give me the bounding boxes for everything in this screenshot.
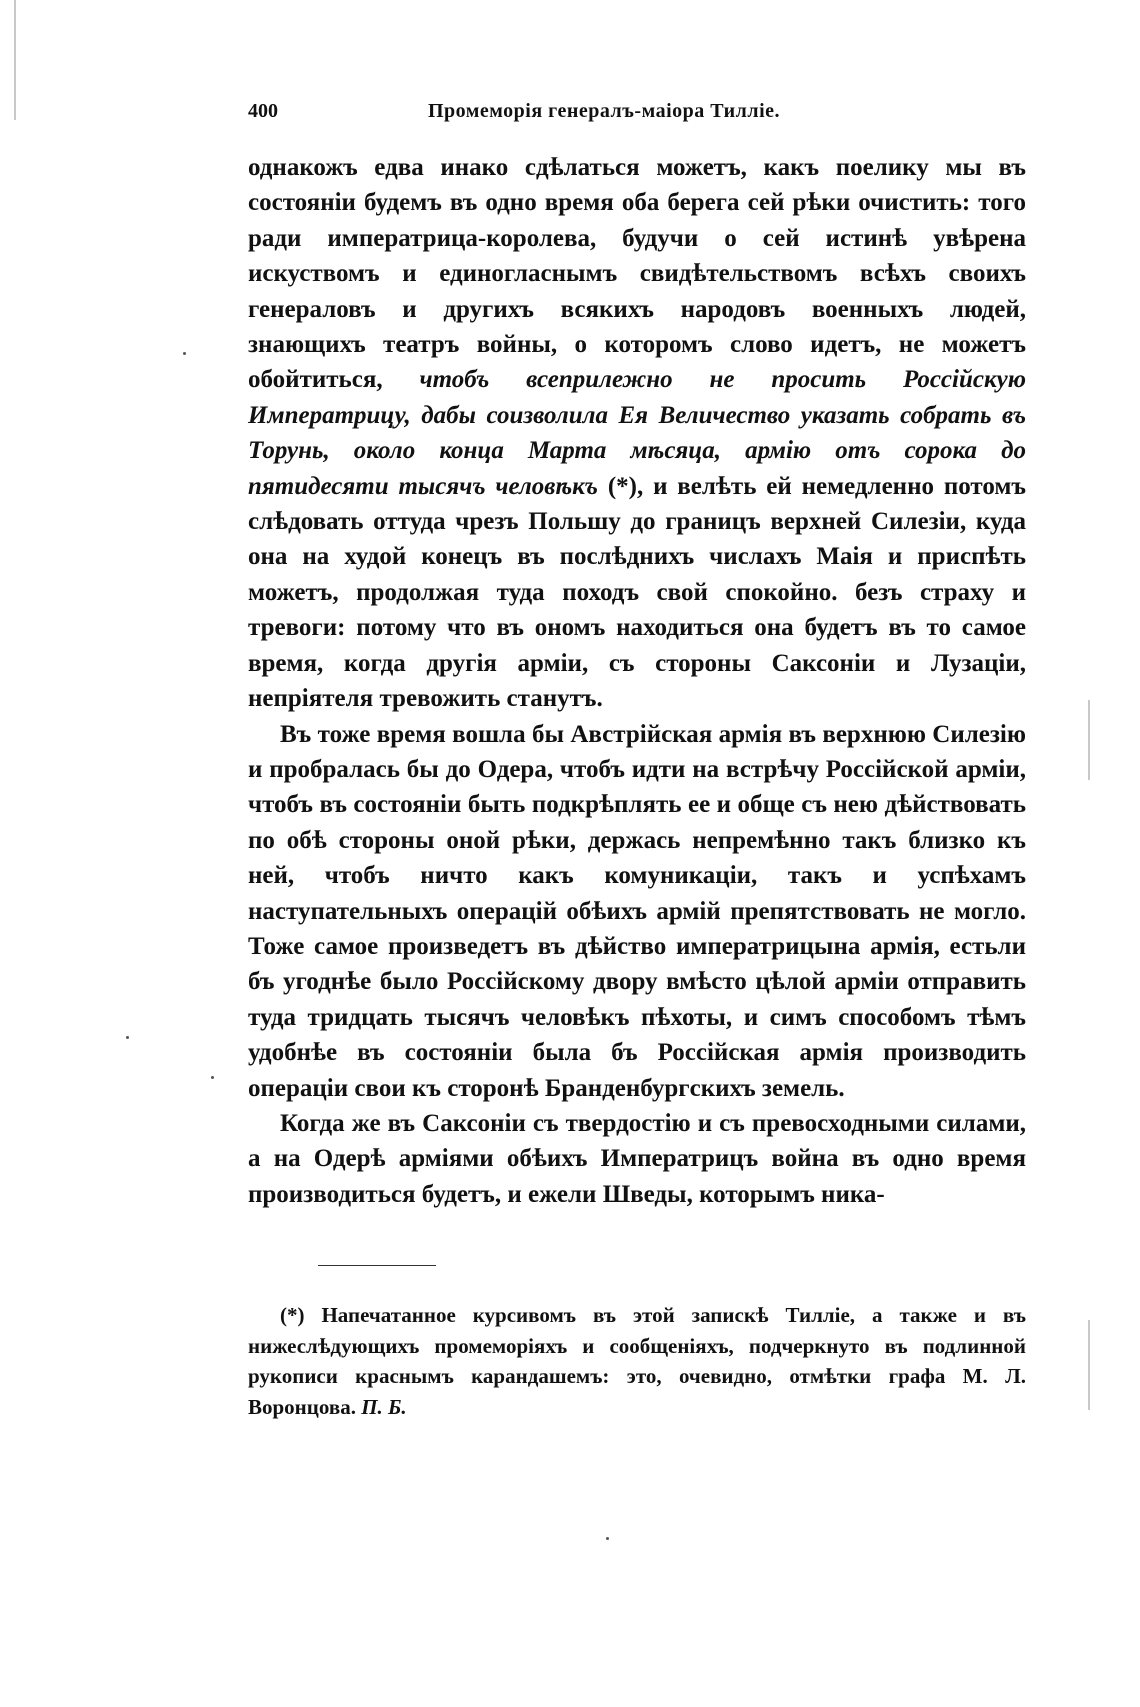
footnote-signature: П. Б. <box>361 1394 407 1419</box>
footnote-separator <box>318 1265 436 1266</box>
running-header <box>248 100 1018 130</box>
paragraph-1 <box>248 150 1026 717</box>
paragraph-1-text-a: однакожъ едва инако сдѣлаться можетъ, какъ поелику мы въ состояніи будемъ въ одно время оба берега сей рѣки очистить: того ради императрица-королева, будучи о сей истинѣ увѣрена искуствомъ и единогласнымъ свидѣтельствомъ всѣхъ своихъ генераловъ и другихъ всякихъ народовъ военныхъ людей, знающихъ театръ войны, о которомъ слово идетъ, не можетъ обойтиться, <box>248 154 1026 394</box>
scan-speck <box>126 1036 129 1039</box>
paragraph-3: Когда же въ Саксоніи съ твердостію и съ превосходными силами, а на Одерѣ арміями обѣихъ Императрицъ война въ одно время производиться будетъ, и ежели Шведы, которымъ ника- <box>248 1109 1026 1208</box>
running-title: Промеморія генералъ-маіора Тилліе. <box>428 100 780 122</box>
scan-speck <box>211 1076 214 1079</box>
scan-speck <box>183 352 186 355</box>
paragraph-1-text-b: (*), и велѣть ей немедленно потомъ слѣдовать оттуда чрезъ Польшу до границъ верхней Силезіи, куда она на худой конецъ въ послѣднихъ числахъ Маія и приспѣть можетъ, продолжая туда походъ свой спокойно. безъ страху и тревоги: потому что въ ономъ находиться она будетъ въ то самое время, когда другія арміи, съ стороны Саксоніи и Лузаціи, непріятеля тревожить станутъ. <box>248 472 1026 713</box>
scan-edge-line-right-lower <box>1088 1320 1090 1410</box>
scan-speck <box>606 1537 609 1540</box>
scan-edge-line-left <box>14 0 16 120</box>
footnote-text: (*) Напечатанное курсивомъ въ этой запискѣ Тилліе, а также и въ нижеслѣдующихъ промеморіяхъ и сообщеніяхъ, подчеркнуто въ подлинной рукописи краснымъ карандашемъ: это, очевидно, отмѣтки графа М. Л. Воронцова. <box>248 1303 1026 1419</box>
paragraph-2: Въ тоже время вошла бы Австрійская армія въ верхнюю Силезію и пробралась бы до Одера, чтобъ идти на встрѣчу Россійской арміи, чтобъ въ состояніи быть подкрѣплять ее и обще съ нею дѣйствовать по обѣ стороны оной рѣки, держась непремѣнно такъ близко къ ней, чтобъ ничто какъ комуникаціи, такъ и успѣхамъ наступательныхъ операцій обѣихъ армій препятствовать не могло. Тоже самое произведетъ въ дѣйство императрицына армія, естьли бъ угоднѣе было Россійскому двору вмѣсто цѣлой арміи отправить туда тридцать тысячъ человѣкъ пѣхоты, и симъ способомъ тѣмъ удобнѣе въ состояніи была бъ Россійская армія производить операціи свои къ сторонѣ Бранденбургскихъ земель. <box>248 720 1026 1102</box>
italic-passage: чтобъ всеприлежно не просить Россійскую Императрицу, дабы соизволила Ея Величество указать собрать въ Торунь, около конца Марта мѣсяца, армію отъ сорока до пятидесяти тысячъ человѣкъ <box>248 366 1026 500</box>
main-text <box>248 150 1026 1212</box>
scan-edge-line-right <box>1088 700 1090 780</box>
page-number: 400 <box>248 100 278 122</box>
footnote <box>248 1300 1026 1422</box>
